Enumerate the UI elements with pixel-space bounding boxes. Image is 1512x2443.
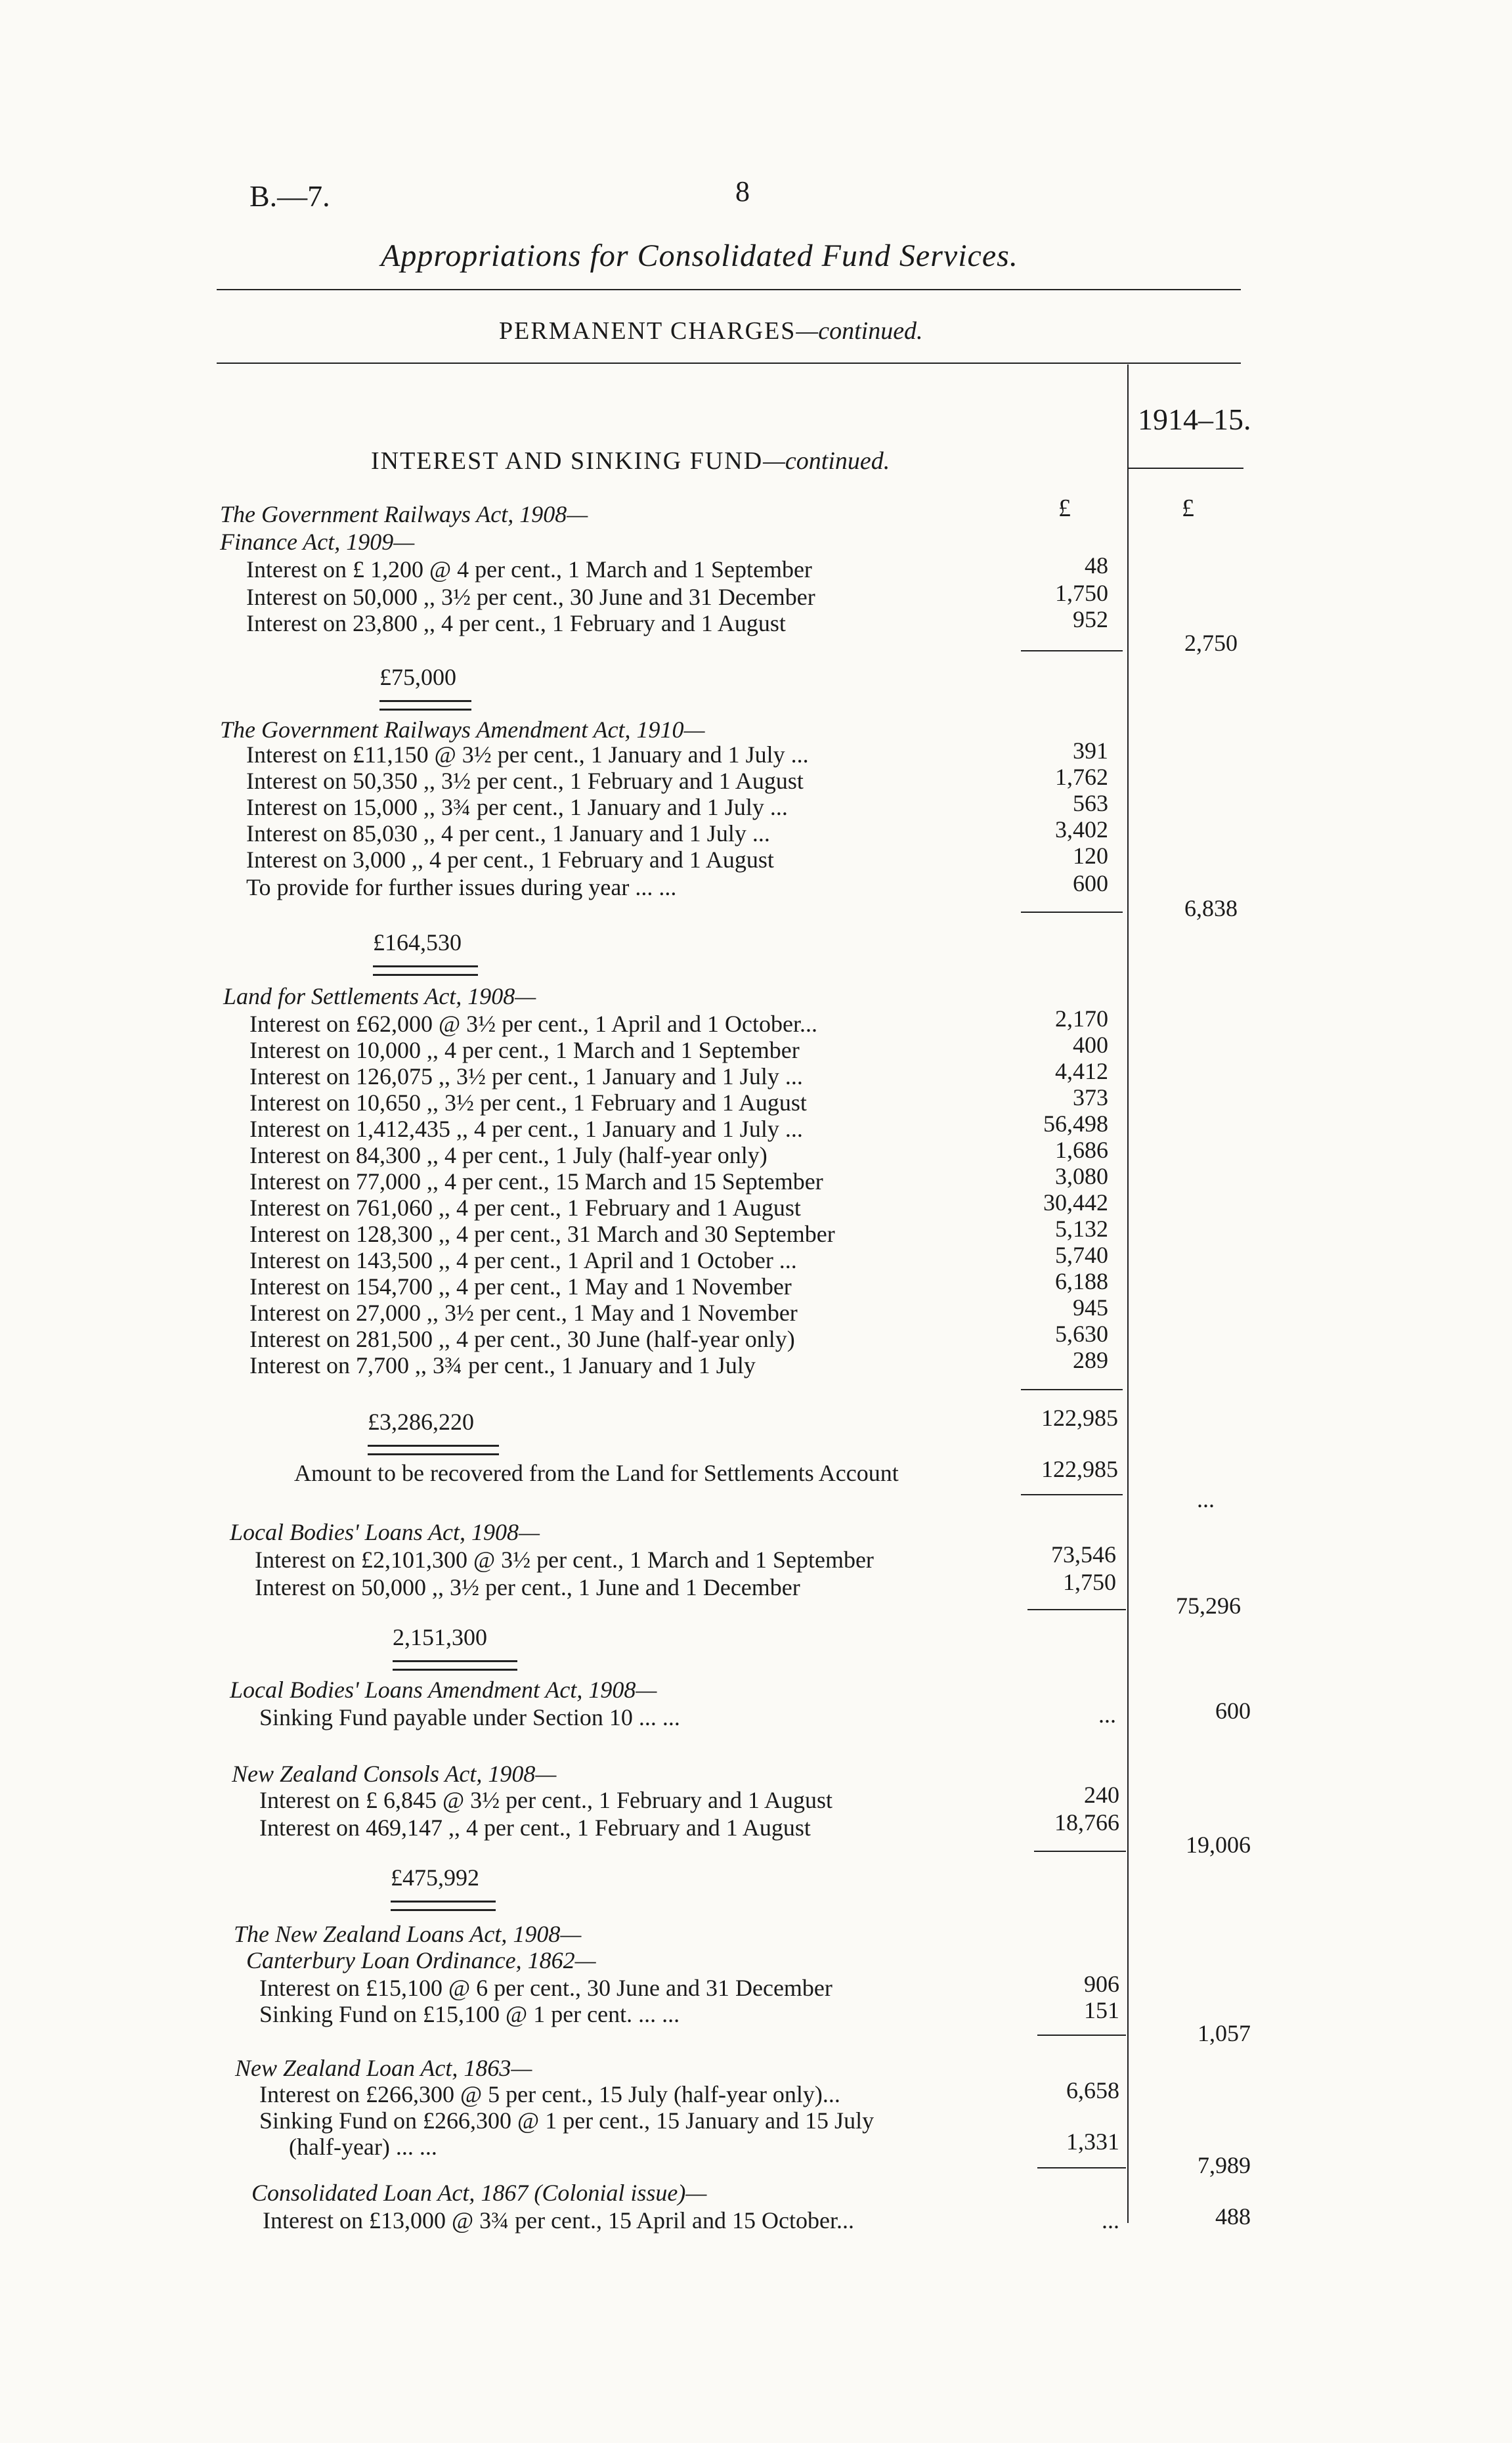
table-row: Interest on 23,800 ,, 4 per cent., 1 February and 1 August <box>246 610 786 636</box>
table-row: Interest on £ 1,200 @ 4 per cent., 1 March and 1 September <box>246 556 812 583</box>
row-amount: 30,442 <box>1043 1189 1108 1216</box>
row-amount: 1,750 <box>1055 580 1108 606</box>
act-heading: New Zealand Loan Act, 1863— <box>235 2055 532 2081</box>
subtitle-rule <box>217 363 1241 364</box>
row-amount: 122,985 <box>1041 1456 1118 1482</box>
table-row: Interest on 3,000 ,, 4 per cent., 1 February and 1 August <box>246 847 774 873</box>
year-heading: 1914–15. <box>1138 403 1251 436</box>
row-amount: 6,658 <box>1066 2077 1119 2103</box>
act-heading: The New Zealand Loans Act, 1908— <box>234 1921 582 1947</box>
row-amount: 120 <box>1073 843 1108 869</box>
page-number: 8 <box>735 175 750 208</box>
subtotal-rule <box>1034 1851 1126 1852</box>
table-row: Interest on 126,075 ,, 3½ per cent., 1 January and 1 July ... <box>249 1063 803 1089</box>
row-amount: 906 <box>1084 1971 1119 1997</box>
table-row: Interest on 10,000 ,, 4 per cent., 1 March and 1 September <box>249 1037 800 1063</box>
pound-sign-details: £ <box>1058 495 1071 522</box>
section-total: 488 <box>1215 2203 1251 2230</box>
double-rule <box>368 1445 499 1455</box>
table-row: Interest on £266,300 @ 5 per cent., 15 July (half-year only)... <box>259 2081 840 2107</box>
principal-total: £75,000 <box>379 664 456 690</box>
table-row: Interest on 469,147 ,, 4 per cent., 1 February and 1 August <box>259 1815 811 1841</box>
row-amount: 1,686 <box>1055 1137 1108 1163</box>
row-amount: ... <box>1098 1702 1116 1728</box>
row-amount: 3,402 <box>1055 816 1108 843</box>
row-amount: 1,331 <box>1066 2128 1119 2155</box>
table-row: Interest on 1,412,435 ,, 4 per cent., 1 January and 1 July ... <box>249 1116 803 1142</box>
table-row: Interest on 50,000 ,, 3½ per cent., 30 June and 31 December <box>246 584 815 610</box>
row-amount: ... <box>1102 2207 1119 2234</box>
table-row: Interest on £2,101,300 @ 3½ per cent., 1 March and 1 September <box>255 1547 874 1573</box>
section-total: 6,838 <box>1184 895 1238 921</box>
section-main: INTEREST AND SINKING FUND <box>371 447 764 475</box>
act-heading: Consolidated Loan Act, 1867 (Colonial issue)— <box>251 2180 707 2206</box>
table-row: Interest on 10,650 ,, 3½ per cent., 1 February and 1 August <box>249 1089 807 1116</box>
row-amount: 56,498 <box>1043 1111 1108 1137</box>
act-subheading: Canterbury Loan Ordinance, 1862— <box>246 1947 596 1973</box>
table-row: Interest on £11,150 @ 3½ per cent., 1 January and 1 July ... <box>246 741 809 768</box>
principal-total: £3,286,220 <box>368 1409 474 1435</box>
pound-sign-totals: £ <box>1182 495 1194 522</box>
act-heading: New Zealand Consols Act, 1908— <box>232 1761 557 1787</box>
subtotal-rule <box>1037 2035 1126 2036</box>
section-total: 75,296 <box>1176 1593 1241 1619</box>
document-reference: B.—7. <box>249 179 330 213</box>
row-amount: 1,750 <box>1063 1569 1116 1595</box>
row-amount: 1,762 <box>1055 764 1108 790</box>
table-row: Interest on 50,000 ,, 3½ per cent., 1 June and 1 December <box>255 1574 800 1600</box>
section-total: 1,057 <box>1198 2020 1251 2046</box>
table-row: Sinking Fund on £15,100 @ 1 per cent. ... ... <box>259 2001 680 2027</box>
row-amount: 73,546 <box>1051 1541 1116 1568</box>
table-row: Interest on 281,500 ,, 4 per cent., 30 June (half-year only) <box>249 1326 795 1352</box>
row-amount: 18,766 <box>1054 1809 1119 1836</box>
table-row: Amount to be recovered from the Land for Settlements Account <box>294 1460 899 1486</box>
row-amount: 5,740 <box>1055 1242 1108 1268</box>
table-row: Interest on 85,030 ,, 4 per cent., 1 January and 1 July ... <box>246 820 770 847</box>
subtotal-rule <box>1037 2167 1126 2168</box>
double-rule <box>379 700 471 711</box>
row-amount: 5,132 <box>1055 1216 1108 1242</box>
row-amount: 48 <box>1085 552 1108 579</box>
row-amount: 5,630 <box>1055 1321 1108 1347</box>
row-amount: 289 <box>1073 1347 1108 1373</box>
year-rule <box>1129 468 1243 469</box>
row-amount: 391 <box>1073 737 1108 764</box>
row-amount: 122,985 <box>1041 1405 1118 1431</box>
principal-total: £164,530 <box>373 929 462 956</box>
table-row: Interest on £62,000 @ 3½ per cent., 1 April and 1 October... <box>249 1011 817 1037</box>
table-row: Interest on 15,000 ,, 3¾ per cent., 1 January and 1 July ... <box>246 794 788 820</box>
subtotal-rule <box>1021 1389 1123 1390</box>
row-amount: 240 <box>1084 1782 1119 1808</box>
row-amount: 952 <box>1073 606 1108 632</box>
act-heading: Land for Settlements Act, 1908— <box>223 983 536 1009</box>
act-subheading: Finance Act, 1909— <box>220 529 415 555</box>
section-total: 2,750 <box>1184 630 1238 656</box>
table-row: Interest on 50,350 ,, 3½ per cent., 1 February and 1 August <box>246 768 804 794</box>
table-row: Interest on 7,700 ,, 3¾ per cent., 1 January and 1 July <box>249 1352 756 1378</box>
principal-total: 2,151,300 <box>393 1624 487 1650</box>
table-row: Sinking Fund on £266,300 @ 1 per cent., 15 January and 15 July <box>259 2107 875 2134</box>
table-row: Interest on 77,000 ,, 4 per cent., 15 March and 15 September <box>249 1168 823 1195</box>
act-heading: Local Bodies' Loans Act, 1908— <box>230 1519 540 1545</box>
double-rule <box>373 965 478 976</box>
row-amount: 3,080 <box>1055 1163 1108 1189</box>
table-row: Interest on 761,060 ,, 4 per cent., 1 February and 1 August <box>249 1195 801 1221</box>
subtitle-main: PERMANENT CHARGES <box>499 317 796 345</box>
section-total: ... <box>1197 1486 1215 1512</box>
table-row: Sinking Fund payable under Section 10 ... ... <box>259 1704 680 1730</box>
section-total: 600 <box>1215 1698 1251 1724</box>
table-row: Interest on 154,700 ,, 4 per cent., 1 May and 1 November <box>249 1273 792 1300</box>
row-amount: 4,412 <box>1055 1058 1108 1084</box>
table-row: Interest on £ 6,845 @ 3½ per cent., 1 February and 1 August <box>259 1787 832 1813</box>
act-heading: The Government Railways Amendment Act, 1910— <box>220 716 705 743</box>
subtitle <box>499 317 923 345</box>
row-amount: 600 <box>1073 870 1108 896</box>
table-row: Interest on £13,000 @ 3¾ per cent., 15 April and 15 October... <box>263 2207 854 2234</box>
table-row: To provide for further issues during year ... ... <box>246 874 677 900</box>
section-total: 7,989 <box>1198 2152 1251 2178</box>
table-row: Interest on £15,100 @ 6 per cent., 30 June and 31 December <box>259 1975 832 2001</box>
subtitle-cont: —continued. <box>796 317 923 345</box>
row-amount: 563 <box>1073 790 1108 816</box>
row-amount: 6,188 <box>1055 1268 1108 1294</box>
double-rule <box>393 1660 517 1671</box>
act-heading: The Government Railways Act, 1908— <box>220 501 588 527</box>
row-amount: 2,170 <box>1055 1005 1108 1032</box>
table-row: Interest on 27,000 ,, 3½ per cent., 1 May and 1 November <box>249 1300 798 1326</box>
row-amount: 400 <box>1073 1032 1108 1058</box>
section-heading <box>371 447 890 475</box>
principal-total: £475,992 <box>391 1864 479 1891</box>
section-total: 19,006 <box>1186 1832 1251 1858</box>
table-row: Interest on 128,300 ,, 4 per cent., 31 March and 30 September <box>249 1221 835 1247</box>
section-cont: —continued. <box>763 447 890 475</box>
row-amount: 151 <box>1084 1997 1119 2023</box>
double-rule <box>391 1901 496 1911</box>
act-heading: Local Bodies' Loans Amendment Act, 1908— <box>230 1677 657 1703</box>
row-amount: 945 <box>1073 1294 1108 1321</box>
page-title: Appropriations for Consolidated Fund Services. <box>381 238 1018 273</box>
table-row: Interest on 143,500 ,, 4 per cent., 1 April and 1 October ... <box>249 1247 797 1273</box>
title-rule <box>217 289 1241 290</box>
table-row-continuation: (half-year) ... ... <box>289 2134 437 2160</box>
table-row: Interest on 84,300 ,, 4 per cent., 1 July (half-year only) <box>249 1142 767 1168</box>
row-amount: 373 <box>1073 1084 1108 1111</box>
